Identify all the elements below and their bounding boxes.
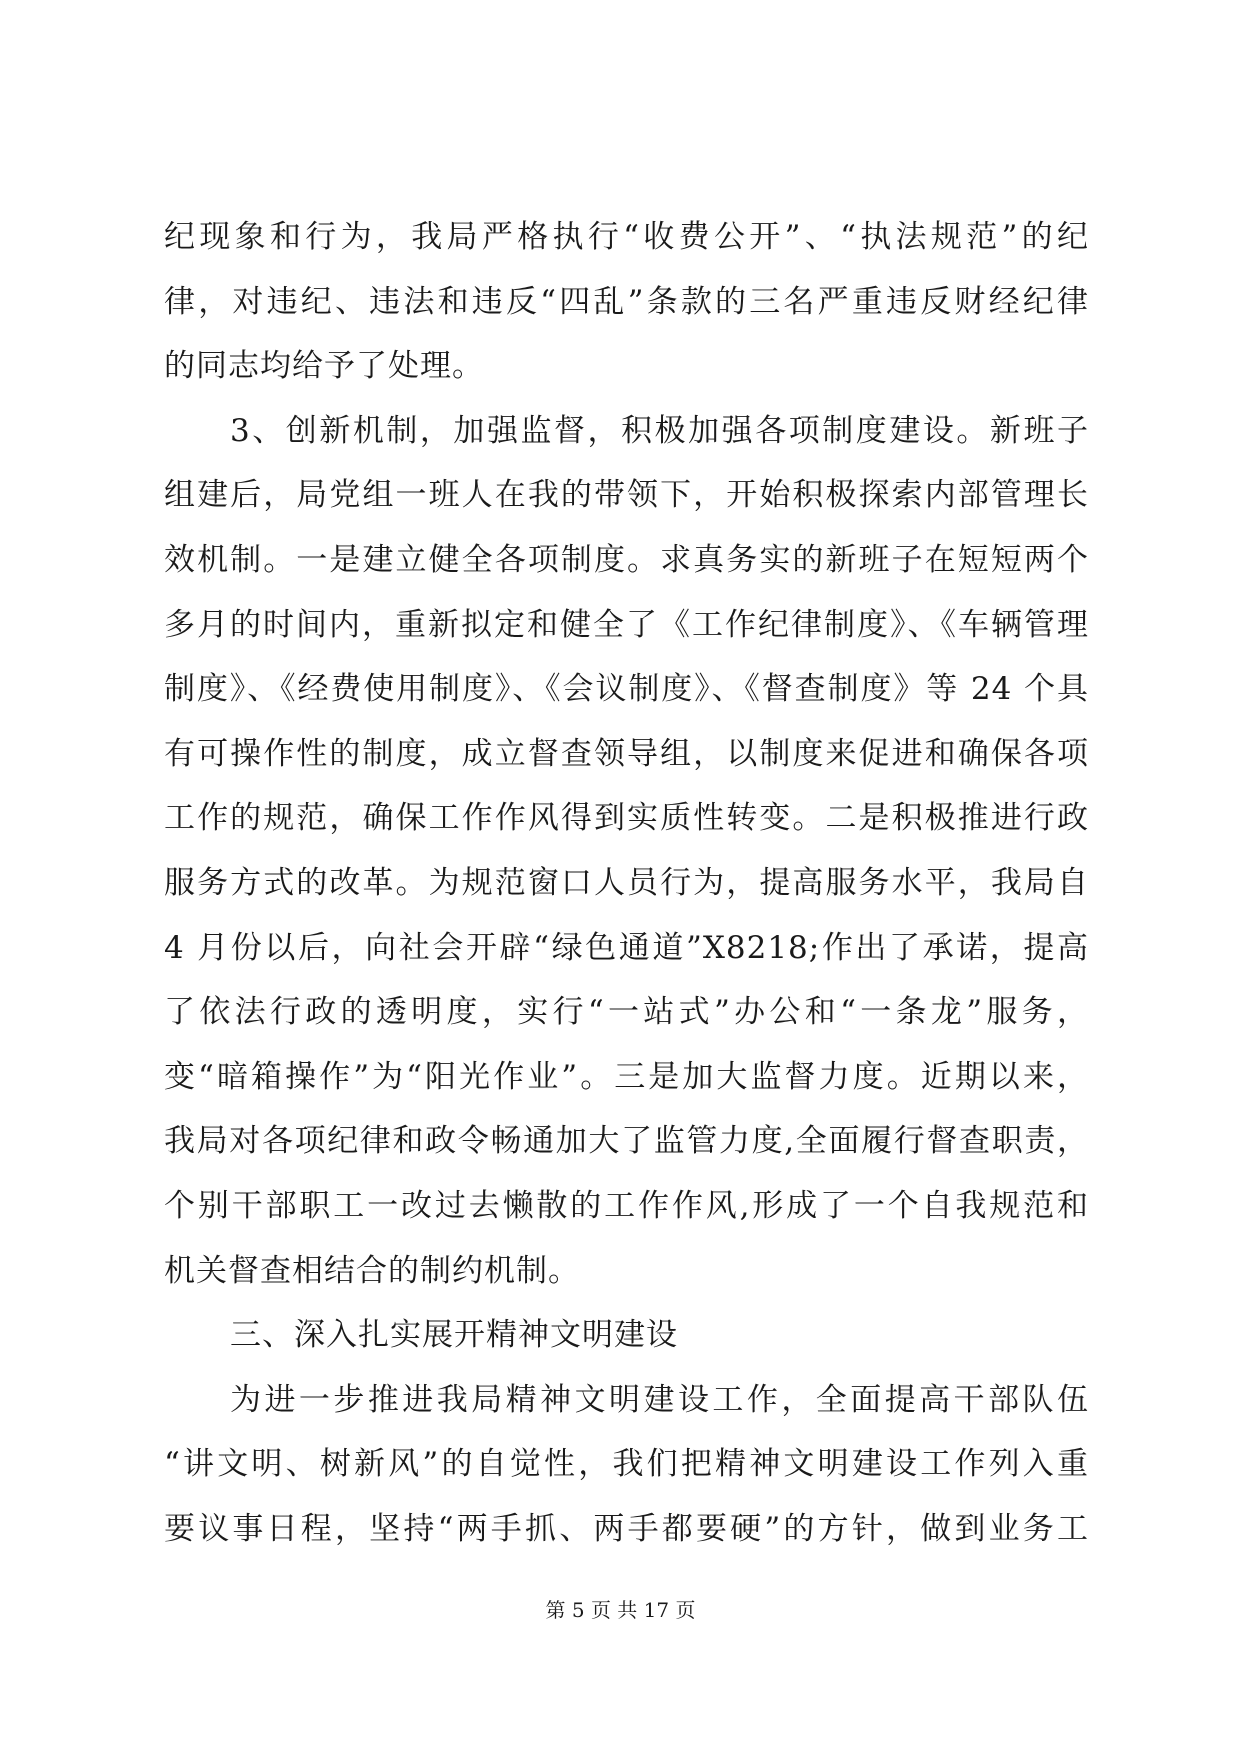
text-line: 有可操作性的制度，成立督查领导组，以制度来促进和确保各项 bbox=[164, 735, 1089, 772]
text-line: 为进一步推进我局精神文明建设工作，全面提高干部队伍 bbox=[230, 1381, 1089, 1418]
body-text bbox=[164, 205, 1089, 1561]
text-line: 我局对各项纪律和政令畅通加大了监管力度,全面履行督查职责， bbox=[164, 1123, 1089, 1160]
text-line: 纪现象和行为，我局严格执行“收费公开”、“执法规范”的纪 bbox=[164, 219, 1089, 255]
text-line: 4 月份以后，向社会开辟“绿色通道”X8218;作出了承诺，提高 bbox=[164, 929, 1089, 966]
text-line: 多月的时间内，重新拟定和健全了《工作纪律制度》、《车辆管理 bbox=[164, 606, 1089, 643]
text-line: 3、创新机制，加强监督，积极加强各项制度建设。新班子 bbox=[230, 412, 1089, 449]
text-line: 机关督查相结合的制约机制。 bbox=[164, 1252, 580, 1289]
text-line: 变“暗箱操作”为“阳光作业”。三是加大监督力度。近期以来， bbox=[164, 1058, 1089, 1095]
text-line: 了依法行政的透明度，实行“一站式”办公和“一条龙”服务， bbox=[164, 994, 1089, 1031]
text-line: 效机制。一是建立健全各项制度。求真务实的新班子在短短两个 bbox=[164, 541, 1089, 578]
text-line: 的同志均给予了处理。 bbox=[164, 348, 484, 385]
text-line: 要议事日程，坚持“两手抓、两手都要硬”的方针，做到业务工 bbox=[164, 1510, 1089, 1547]
text-line: 组建后，局党组一班人在我的带领下，开始积极探索内部管理长 bbox=[164, 477, 1089, 514]
text-line: “讲文明、树新风”的自觉性，我们把精神文明建设工作列入重 bbox=[164, 1446, 1089, 1483]
section-heading: 三、深入扎实展开精神文明建设 bbox=[230, 1317, 678, 1354]
text-line: 制度》、《经费使用制度》、《会议制度》、《督查制度》等 24 个具 bbox=[164, 671, 1089, 708]
text-line: 个别干部职工一改过去懒散的工作作风,形成了一个自我规范和 bbox=[164, 1187, 1089, 1224]
page-number-footer: 第 5 页 共 17 页 bbox=[545, 1598, 696, 1622]
text-line: 服务方式的改革。为规范窗口人员行为，提高服务水平，我局自 bbox=[164, 864, 1089, 901]
text-line: 律，对违纪、违法和违反“四乱”条款的三名严重违反财经纪律 bbox=[164, 283, 1089, 320]
text-line: 工作的规范，确保工作作风得到实质性转变。二是积极推进行政 bbox=[164, 800, 1089, 837]
